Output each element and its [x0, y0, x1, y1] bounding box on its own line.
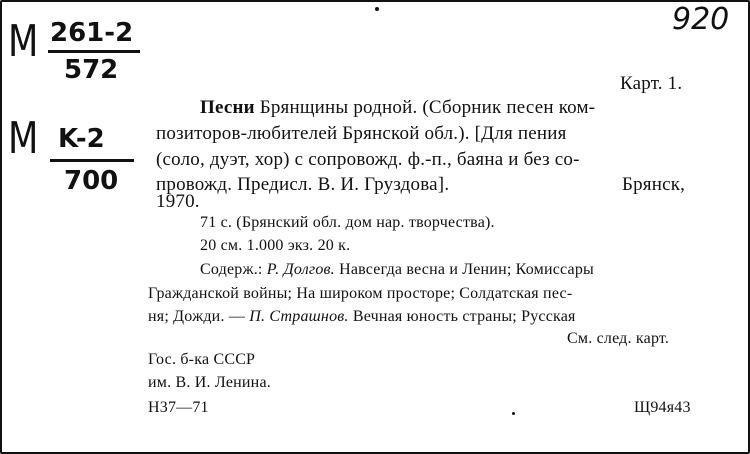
speck-dot-2 — [512, 412, 515, 415]
contents-line-3 — [148, 309, 576, 325]
contents-line-3-end: Вечная юность страны; Русская — [352, 308, 576, 325]
title-bold-word: Песни — [200, 97, 255, 118]
see-next-card: См. след. карт. — [567, 330, 670, 347]
title-line-1-rest: Брянщины родной. (Сборник песен ком- — [259, 97, 596, 118]
library-line-2: им. В. И. Ленина. — [148, 374, 271, 391]
title-line-1 — [200, 98, 595, 117]
publication-place: Брянск, — [622, 174, 686, 195]
classification-index: Щ94я43 — [634, 399, 691, 416]
contents-line-2: Гражданской войны; На широком просторе; Солдатская пес- — [148, 285, 573, 302]
title-line-4: провожд. Предисл. В. И. Груздова]. — [156, 174, 450, 195]
handwritten-code-top-denominator: 572 — [64, 55, 119, 85]
handwritten-m-top: M — [8, 16, 39, 67]
contents-author-1: Р. Долгов. — [266, 261, 335, 278]
contents-author-2: П. Страшнов. — [249, 308, 349, 325]
handwritten-rule-top — [48, 50, 140, 53]
handwritten-m-bottom: M — [8, 113, 39, 164]
handwritten-code-bottom-numerator: K-2 — [58, 124, 105, 154]
handwritten-rule-bottom — [50, 159, 134, 162]
library-line-1: Гос. б-ка СССР — [148, 351, 256, 368]
title-line-3: (соло, дуэт, хор) с сопровожд. ф.-п., баяна и без со- — [156, 149, 580, 170]
contents-line-1-rest: Навсегда весна и Ленин; Комиссары — [339, 261, 594, 278]
speck-dot — [375, 7, 379, 11]
pagination-line: 71 с. (Брянский обл. дом нар. творчества). — [200, 214, 495, 231]
card-sequence-label: Карт. 1. — [620, 73, 683, 94]
contents-label: Содерж.: — [200, 261, 263, 278]
contents-line-1 — [200, 262, 594, 278]
handwritten-card-number: 920 — [672, 2, 730, 37]
handwritten-code-bottom-denominator: 700 — [64, 166, 119, 196]
handwritten-code-top-numerator: 261-2 — [50, 18, 134, 48]
publication-year: 1970. — [156, 191, 200, 212]
title-line-2: позиторов-любителей Брянской обл.). [Для пения — [156, 123, 567, 144]
size-price-line: 20 см. 1.000 экз. 20 к. — [200, 237, 351, 254]
catalog-code: Н37—71 — [148, 399, 209, 416]
contents-line-3-start: ня; Дожди. — — [148, 308, 246, 325]
